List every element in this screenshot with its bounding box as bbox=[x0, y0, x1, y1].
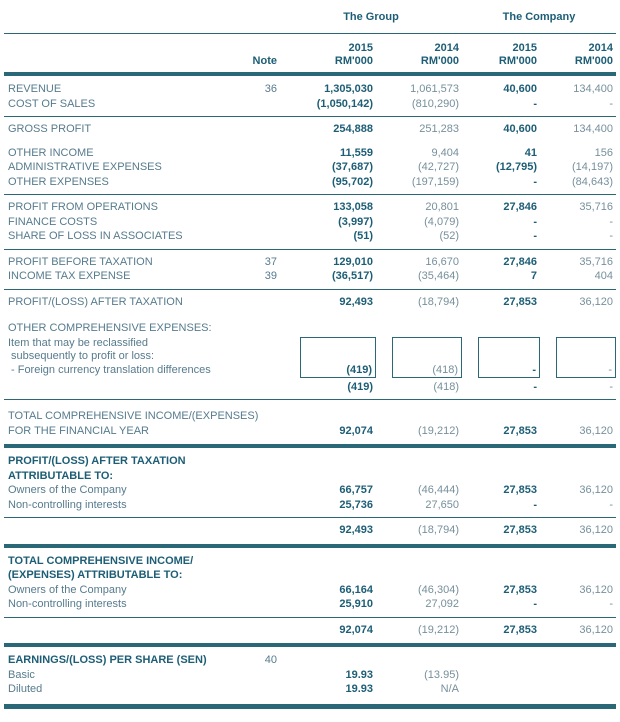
note-cell bbox=[244, 523, 280, 538]
value-cell: (35,464) bbox=[418, 270, 459, 282]
table-row bbox=[4, 82, 616, 97]
value-cell: 1,305,030 bbox=[324, 83, 373, 95]
value-cell bbox=[540, 321, 616, 336]
row-label-line: subsequently to profit or loss: bbox=[11, 350, 155, 363]
value-cell: (1,050,142) bbox=[316, 97, 373, 110]
value-cell bbox=[540, 682, 616, 697]
row-label: PROFIT/(LOSS) AFTER TAXATION bbox=[8, 455, 186, 467]
value-cell: 1,061,573 bbox=[410, 83, 459, 95]
value-cell: 133,058 bbox=[333, 201, 373, 213]
value-cell: 92,074 bbox=[339, 623, 373, 636]
row-label-line: - Foreign currency translation differences bbox=[11, 364, 211, 377]
value-cell: (810,290) bbox=[411, 97, 459, 110]
value-box bbox=[392, 337, 462, 378]
value-cell: (19,212) bbox=[418, 424, 459, 437]
value-cell: 66,757 bbox=[339, 484, 373, 496]
row-label bbox=[4, 623, 244, 638]
section-rule bbox=[4, 517, 616, 518]
table-row bbox=[4, 229, 616, 244]
value-cell: 254,888 bbox=[333, 123, 373, 135]
value-cell: 35,716 bbox=[579, 255, 613, 268]
value-cell: 134,400 bbox=[573, 83, 613, 95]
value-cell: (418) bbox=[433, 380, 459, 393]
value-cell: 27,853 bbox=[503, 524, 537, 536]
value-cell: 27,092 bbox=[425, 598, 459, 610]
value-cell: 16,670 bbox=[425, 255, 459, 268]
company-2015-column-header bbox=[462, 42, 540, 68]
value-box bbox=[478, 337, 540, 378]
row-label: PROFIT FROM OPERATIONS bbox=[8, 201, 158, 213]
value-cell bbox=[462, 469, 540, 484]
value-cell: 134,400 bbox=[573, 123, 613, 135]
value-cell: 27,853 bbox=[503, 484, 537, 496]
group-2014-column-header bbox=[376, 42, 462, 68]
note-cell: 39 bbox=[264, 270, 277, 282]
value-cell: 40,600 bbox=[503, 123, 537, 135]
note-cell bbox=[244, 623, 280, 638]
value-cell: 27,650 bbox=[425, 498, 459, 511]
table-row bbox=[4, 623, 616, 638]
value-cell bbox=[462, 409, 540, 424]
value-cell bbox=[376, 321, 462, 336]
table-row bbox=[4, 583, 616, 598]
value-cell: N/A bbox=[440, 683, 459, 695]
value-cell: (12,795) bbox=[496, 161, 537, 173]
table-row bbox=[4, 454, 616, 469]
row-label bbox=[4, 523, 244, 538]
unit-label: RM'000 bbox=[498, 55, 537, 67]
value-cell: (4,079) bbox=[424, 215, 459, 228]
section-rule bbox=[4, 289, 616, 290]
value-cell bbox=[540, 337, 616, 380]
value-cell bbox=[280, 321, 376, 336]
value-cell: 36,120 bbox=[579, 295, 613, 308]
boxed-value: (418) bbox=[432, 363, 458, 376]
value-cell bbox=[540, 668, 616, 683]
value-box bbox=[300, 337, 376, 378]
value-cell bbox=[376, 454, 462, 469]
value-cell: (46,444) bbox=[418, 484, 459, 496]
note-cell bbox=[244, 295, 280, 310]
value-cell: (46,304) bbox=[418, 583, 459, 596]
value-cell: 27,853 bbox=[503, 623, 537, 636]
note-cell bbox=[244, 321, 280, 336]
note-cell bbox=[244, 597, 280, 612]
value-cell: 156 bbox=[594, 146, 613, 159]
value-cell: 92,493 bbox=[339, 295, 373, 308]
value-box bbox=[556, 337, 616, 378]
value-cell: 27,853 bbox=[503, 295, 537, 308]
note-cell bbox=[244, 568, 280, 583]
year-label: 2014 bbox=[434, 42, 459, 54]
note-cell bbox=[244, 175, 280, 190]
note-cell: 36 bbox=[264, 83, 277, 95]
value-cell: (197,159) bbox=[411, 175, 459, 188]
table-row bbox=[4, 498, 616, 513]
value-cell bbox=[376, 554, 462, 569]
row-label: PROFIT BEFORE TAXATION bbox=[8, 255, 153, 268]
value-cell bbox=[280, 554, 376, 569]
entity-header-row bbox=[4, 6, 616, 28]
value-cell: 36,120 bbox=[579, 524, 613, 536]
value-cell: - bbox=[533, 175, 537, 188]
row-label: EARNINGS/(LOSS) PER SHARE (SEN) bbox=[8, 654, 207, 666]
row-label: SHARE OF LOSS IN ASSOCIATES bbox=[8, 230, 183, 242]
row-label: FOR THE FINANCIAL YEAR bbox=[8, 424, 149, 437]
row-label: ATTRIBUTABLE TO: bbox=[8, 469, 114, 482]
section-rule bbox=[4, 444, 616, 448]
value-cell: (3,997) bbox=[338, 215, 373, 228]
note-cell bbox=[244, 215, 280, 230]
value-cell: 9,404 bbox=[431, 146, 459, 159]
value-cell bbox=[376, 469, 462, 484]
table-row bbox=[4, 321, 616, 336]
value-cell bbox=[280, 568, 376, 583]
table-row bbox=[4, 269, 616, 284]
value-cell: (42,727) bbox=[418, 161, 459, 173]
value-cell bbox=[376, 409, 462, 424]
row-label: GROSS PROFIT bbox=[8, 123, 92, 135]
note-cell bbox=[244, 380, 280, 395]
value-cell bbox=[540, 409, 616, 424]
section-rule bbox=[4, 249, 616, 250]
note-cell bbox=[244, 337, 280, 380]
note-cell bbox=[244, 583, 280, 598]
value-cell bbox=[462, 653, 540, 668]
company-header: The Company bbox=[502, 11, 576, 23]
value-cell bbox=[280, 337, 376, 380]
value-cell bbox=[540, 554, 616, 569]
value-cell: 27,853 bbox=[503, 424, 537, 437]
value-cell: - bbox=[609, 230, 613, 242]
value-cell: - bbox=[609, 215, 613, 228]
row-label: ADMINISTRATIVE EXPENSES bbox=[8, 161, 162, 173]
value-cell: 41 bbox=[524, 146, 537, 159]
table-row bbox=[4, 215, 616, 230]
value-cell: 7 bbox=[530, 270, 537, 282]
value-cell bbox=[462, 454, 540, 469]
value-cell: 11,559 bbox=[339, 146, 373, 159]
value-cell: 40,600 bbox=[503, 83, 537, 95]
value-cell: - bbox=[533, 230, 537, 242]
value-cell bbox=[376, 568, 462, 583]
value-cell: - bbox=[533, 215, 537, 228]
value-cell: - bbox=[609, 498, 613, 511]
value-cell: - bbox=[609, 97, 613, 110]
value-cell: (51) bbox=[353, 230, 373, 242]
table-row bbox=[4, 469, 616, 484]
value-cell: 25,736 bbox=[339, 498, 373, 511]
value-cell bbox=[462, 568, 540, 583]
row-label: FINANCE COSTS bbox=[8, 215, 98, 228]
row-label: Basic bbox=[8, 668, 35, 681]
table-row bbox=[4, 409, 616, 424]
value-cell: (37,687) bbox=[332, 161, 373, 173]
note-cell bbox=[244, 454, 280, 469]
row-label-line: Item that may be reclassified bbox=[8, 336, 149, 349]
column-header-row bbox=[4, 39, 616, 72]
row-label bbox=[4, 380, 244, 395]
note-cell bbox=[244, 146, 280, 161]
unit-label: RM'000 bbox=[574, 55, 613, 67]
value-cell bbox=[376, 337, 462, 380]
value-cell: (13.95) bbox=[424, 668, 459, 681]
value-cell: 25,910 bbox=[339, 598, 373, 610]
table-row bbox=[4, 380, 616, 395]
row-label: TOTAL COMPREHENSIVE INCOME/ bbox=[8, 554, 194, 567]
empty-cell bbox=[4, 6, 244, 28]
value-cell: (14,197) bbox=[572, 161, 613, 173]
value-cell: 35,716 bbox=[579, 201, 613, 213]
note-cell bbox=[244, 160, 280, 175]
value-cell: 19.93 bbox=[345, 683, 373, 695]
note-cell bbox=[244, 229, 280, 244]
value-cell: 66,164 bbox=[339, 583, 373, 596]
value-cell: 27,846 bbox=[503, 255, 537, 268]
section-rule bbox=[4, 544, 616, 548]
value-cell bbox=[540, 653, 616, 668]
note-cell bbox=[244, 122, 280, 137]
group-2015-column-header bbox=[280, 42, 376, 68]
value-cell bbox=[462, 321, 540, 336]
group-header: The Group bbox=[343, 11, 399, 23]
value-cell: 36,120 bbox=[579, 623, 613, 636]
table-row bbox=[4, 200, 616, 215]
section-rule bbox=[4, 116, 616, 117]
table-row bbox=[4, 175, 616, 190]
row-label: Non-controlling interests bbox=[8, 598, 127, 610]
value-cell: - bbox=[533, 498, 537, 511]
row-label: (EXPENSES) ATTRIBUTABLE TO: bbox=[8, 569, 183, 581]
table-row bbox=[4, 424, 616, 439]
note-cell bbox=[244, 668, 280, 683]
value-cell: - bbox=[609, 380, 613, 393]
value-cell: 27,846 bbox=[503, 201, 537, 213]
table-row bbox=[4, 160, 616, 175]
spacer bbox=[4, 137, 616, 146]
entity-header-divider bbox=[4, 33, 616, 34]
table-row bbox=[4, 97, 616, 112]
value-cell: 129,010 bbox=[333, 255, 373, 268]
column-header-rule bbox=[4, 72, 616, 76]
value-cell bbox=[540, 469, 616, 484]
value-cell: (84,643) bbox=[572, 175, 613, 188]
value-cell bbox=[376, 653, 462, 668]
value-cell bbox=[280, 409, 376, 424]
note-cell bbox=[244, 682, 280, 697]
row-label: TOTAL COMPREHENSIVE INCOME/(EXPENSES) bbox=[8, 410, 259, 422]
statement-body bbox=[4, 82, 616, 709]
note-cell bbox=[244, 498, 280, 513]
value-cell: - bbox=[533, 97, 537, 110]
table-row bbox=[4, 483, 616, 498]
value-cell: 36,120 bbox=[579, 424, 613, 437]
value-cell: 19.93 bbox=[345, 668, 373, 681]
table-row bbox=[4, 653, 616, 668]
year-label: 2015 bbox=[348, 42, 373, 54]
table-row bbox=[4, 682, 616, 697]
value-cell: 92,493 bbox=[339, 524, 373, 536]
section-rule bbox=[4, 704, 616, 709]
note-column-header: Note bbox=[252, 55, 277, 67]
section-rule bbox=[4, 194, 616, 195]
table-row bbox=[4, 597, 616, 612]
note-cell: 37 bbox=[264, 255, 277, 268]
section-rule bbox=[4, 643, 616, 647]
table-row bbox=[4, 554, 616, 569]
value-cell: (52) bbox=[439, 230, 459, 242]
value-cell: 20,801 bbox=[425, 201, 459, 213]
value-cell bbox=[540, 454, 616, 469]
year-label: 2015 bbox=[512, 42, 537, 54]
value-cell bbox=[280, 454, 376, 469]
unit-label: RM'000 bbox=[334, 55, 373, 67]
table-row bbox=[4, 523, 616, 538]
year-label: 2014 bbox=[588, 42, 613, 54]
value-cell: (18,794) bbox=[418, 295, 459, 308]
table-row bbox=[4, 146, 616, 161]
value-cell: 36,120 bbox=[579, 583, 613, 596]
row-label: REVENUE bbox=[8, 83, 62, 95]
value-cell: (419) bbox=[347, 380, 373, 393]
note-cell bbox=[244, 469, 280, 484]
row-label: INCOME TAX EXPENSE bbox=[8, 270, 131, 282]
note-cell bbox=[244, 200, 280, 215]
value-cell: (19,212) bbox=[418, 623, 459, 636]
value-cell: (36,517) bbox=[332, 270, 373, 282]
value-cell: 251,283 bbox=[419, 123, 459, 135]
row-label: Owners of the Company bbox=[8, 583, 127, 596]
value-cell bbox=[280, 469, 376, 484]
row-label: Diluted bbox=[8, 683, 43, 695]
note-cell bbox=[244, 409, 280, 424]
table-row bbox=[4, 295, 616, 310]
boxed-value: - bbox=[532, 363, 536, 376]
value-cell bbox=[540, 568, 616, 583]
table-row bbox=[4, 255, 616, 270]
row-label: Owners of the Company bbox=[8, 484, 127, 496]
row-label: OTHER EXPENSES bbox=[8, 175, 109, 188]
value-cell: 404 bbox=[594, 270, 613, 282]
value-cell bbox=[280, 653, 376, 668]
spacer bbox=[4, 309, 616, 321]
row-label: Non-controlling interests bbox=[8, 498, 127, 511]
value-cell: (95,702) bbox=[332, 175, 373, 188]
row-label: OTHER INCOME bbox=[8, 146, 94, 159]
value-cell bbox=[462, 668, 540, 683]
row-label: PROFIT/(LOSS) AFTER TAXATION bbox=[8, 295, 183, 308]
value-cell: (18,794) bbox=[418, 524, 459, 536]
table-row bbox=[4, 668, 616, 683]
section-rule bbox=[4, 399, 616, 400]
empty-cell bbox=[244, 6, 280, 28]
row-label: COST OF SALES bbox=[8, 97, 96, 110]
unit-label: RM'000 bbox=[420, 55, 459, 67]
table-row bbox=[4, 568, 616, 583]
row-label: OTHER COMPREHENSIVE EXPENSES: bbox=[8, 322, 212, 334]
boxed-value: (419) bbox=[346, 363, 372, 376]
value-cell bbox=[462, 554, 540, 569]
note-cell bbox=[244, 554, 280, 569]
empty-cell bbox=[4, 42, 244, 68]
value-cell: 27,853 bbox=[503, 583, 537, 596]
section-rule bbox=[4, 617, 616, 618]
value-cell bbox=[462, 682, 540, 697]
oci-boxed-row bbox=[4, 337, 616, 380]
value-cell: 36,120 bbox=[579, 484, 613, 496]
note-cell bbox=[244, 483, 280, 498]
value-cell: 92,074 bbox=[339, 424, 373, 437]
note-cell bbox=[244, 97, 280, 112]
value-cell: - bbox=[609, 598, 613, 610]
value-cell bbox=[462, 337, 540, 380]
boxed-value: - bbox=[608, 363, 612, 376]
row-label bbox=[4, 337, 244, 380]
note-cell: 40 bbox=[264, 654, 277, 666]
company-2014-column-header bbox=[540, 42, 616, 68]
table-row bbox=[4, 122, 616, 137]
note-cell bbox=[244, 424, 280, 439]
value-cell: - bbox=[533, 598, 537, 610]
value-cell: - bbox=[533, 380, 537, 393]
